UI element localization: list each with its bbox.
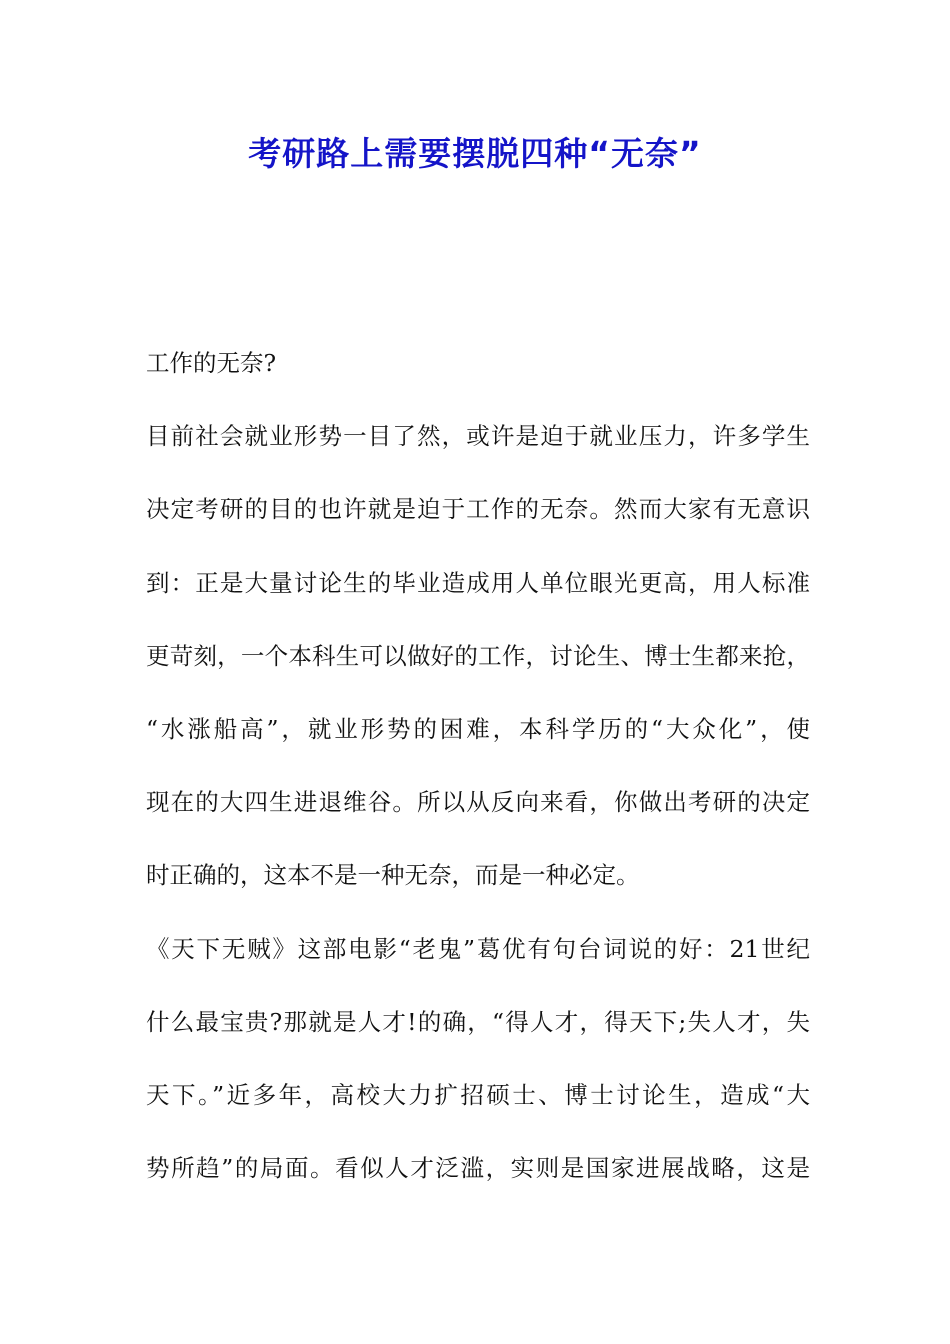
paragraph-line: 决定考研的目的也许就是迫于工作的无奈。然而大家有无意识: [146, 495, 810, 524]
document-title: 考研路上需要摆脱四种“无奈”: [248, 134, 702, 173]
document-body: [146, 340, 810, 1218]
paragraph-line: 到：正是大量讨论生的毕业造成用人单位眼光更高，用人标准: [146, 568, 810, 597]
paragraph-line: 更苛刻，一个本科生可以做好的工作，讨论生、博士生都来抢，: [146, 641, 810, 670]
paragraph-line: 时正确的，这本不是一种无奈，而是一种必定。: [146, 861, 640, 890]
paragraph-line: “水涨船高”，就业形势的困难，本科学历的“大众化”，使: [146, 714, 810, 743]
paragraph-line: 势所趋”的局面。看似人才泛滥，实则是国家进展战略，这是: [146, 1154, 810, 1183]
paragraph-line: 目前社会就业形势一目了然，或许是迫于就业压力，许多学生: [146, 422, 810, 451]
paragraph-line: 天下。”近多年，高校大力扩招硕士、博士讨论生，造成“大: [146, 1080, 810, 1109]
paragraph-line: 什么最宝贵?那就是人才!的确，“得人才，得天下;失人才，失: [146, 1007, 810, 1036]
section-heading: 工作的无奈?: [146, 349, 277, 377]
paragraph-line: 《天下无贼》这部电影“老鬼”葛优有句台词说的好：21世纪: [146, 934, 810, 963]
paragraph-line: 现在的大四生进退维谷。所以从反向来看，你做出考研的决定: [146, 788, 810, 817]
